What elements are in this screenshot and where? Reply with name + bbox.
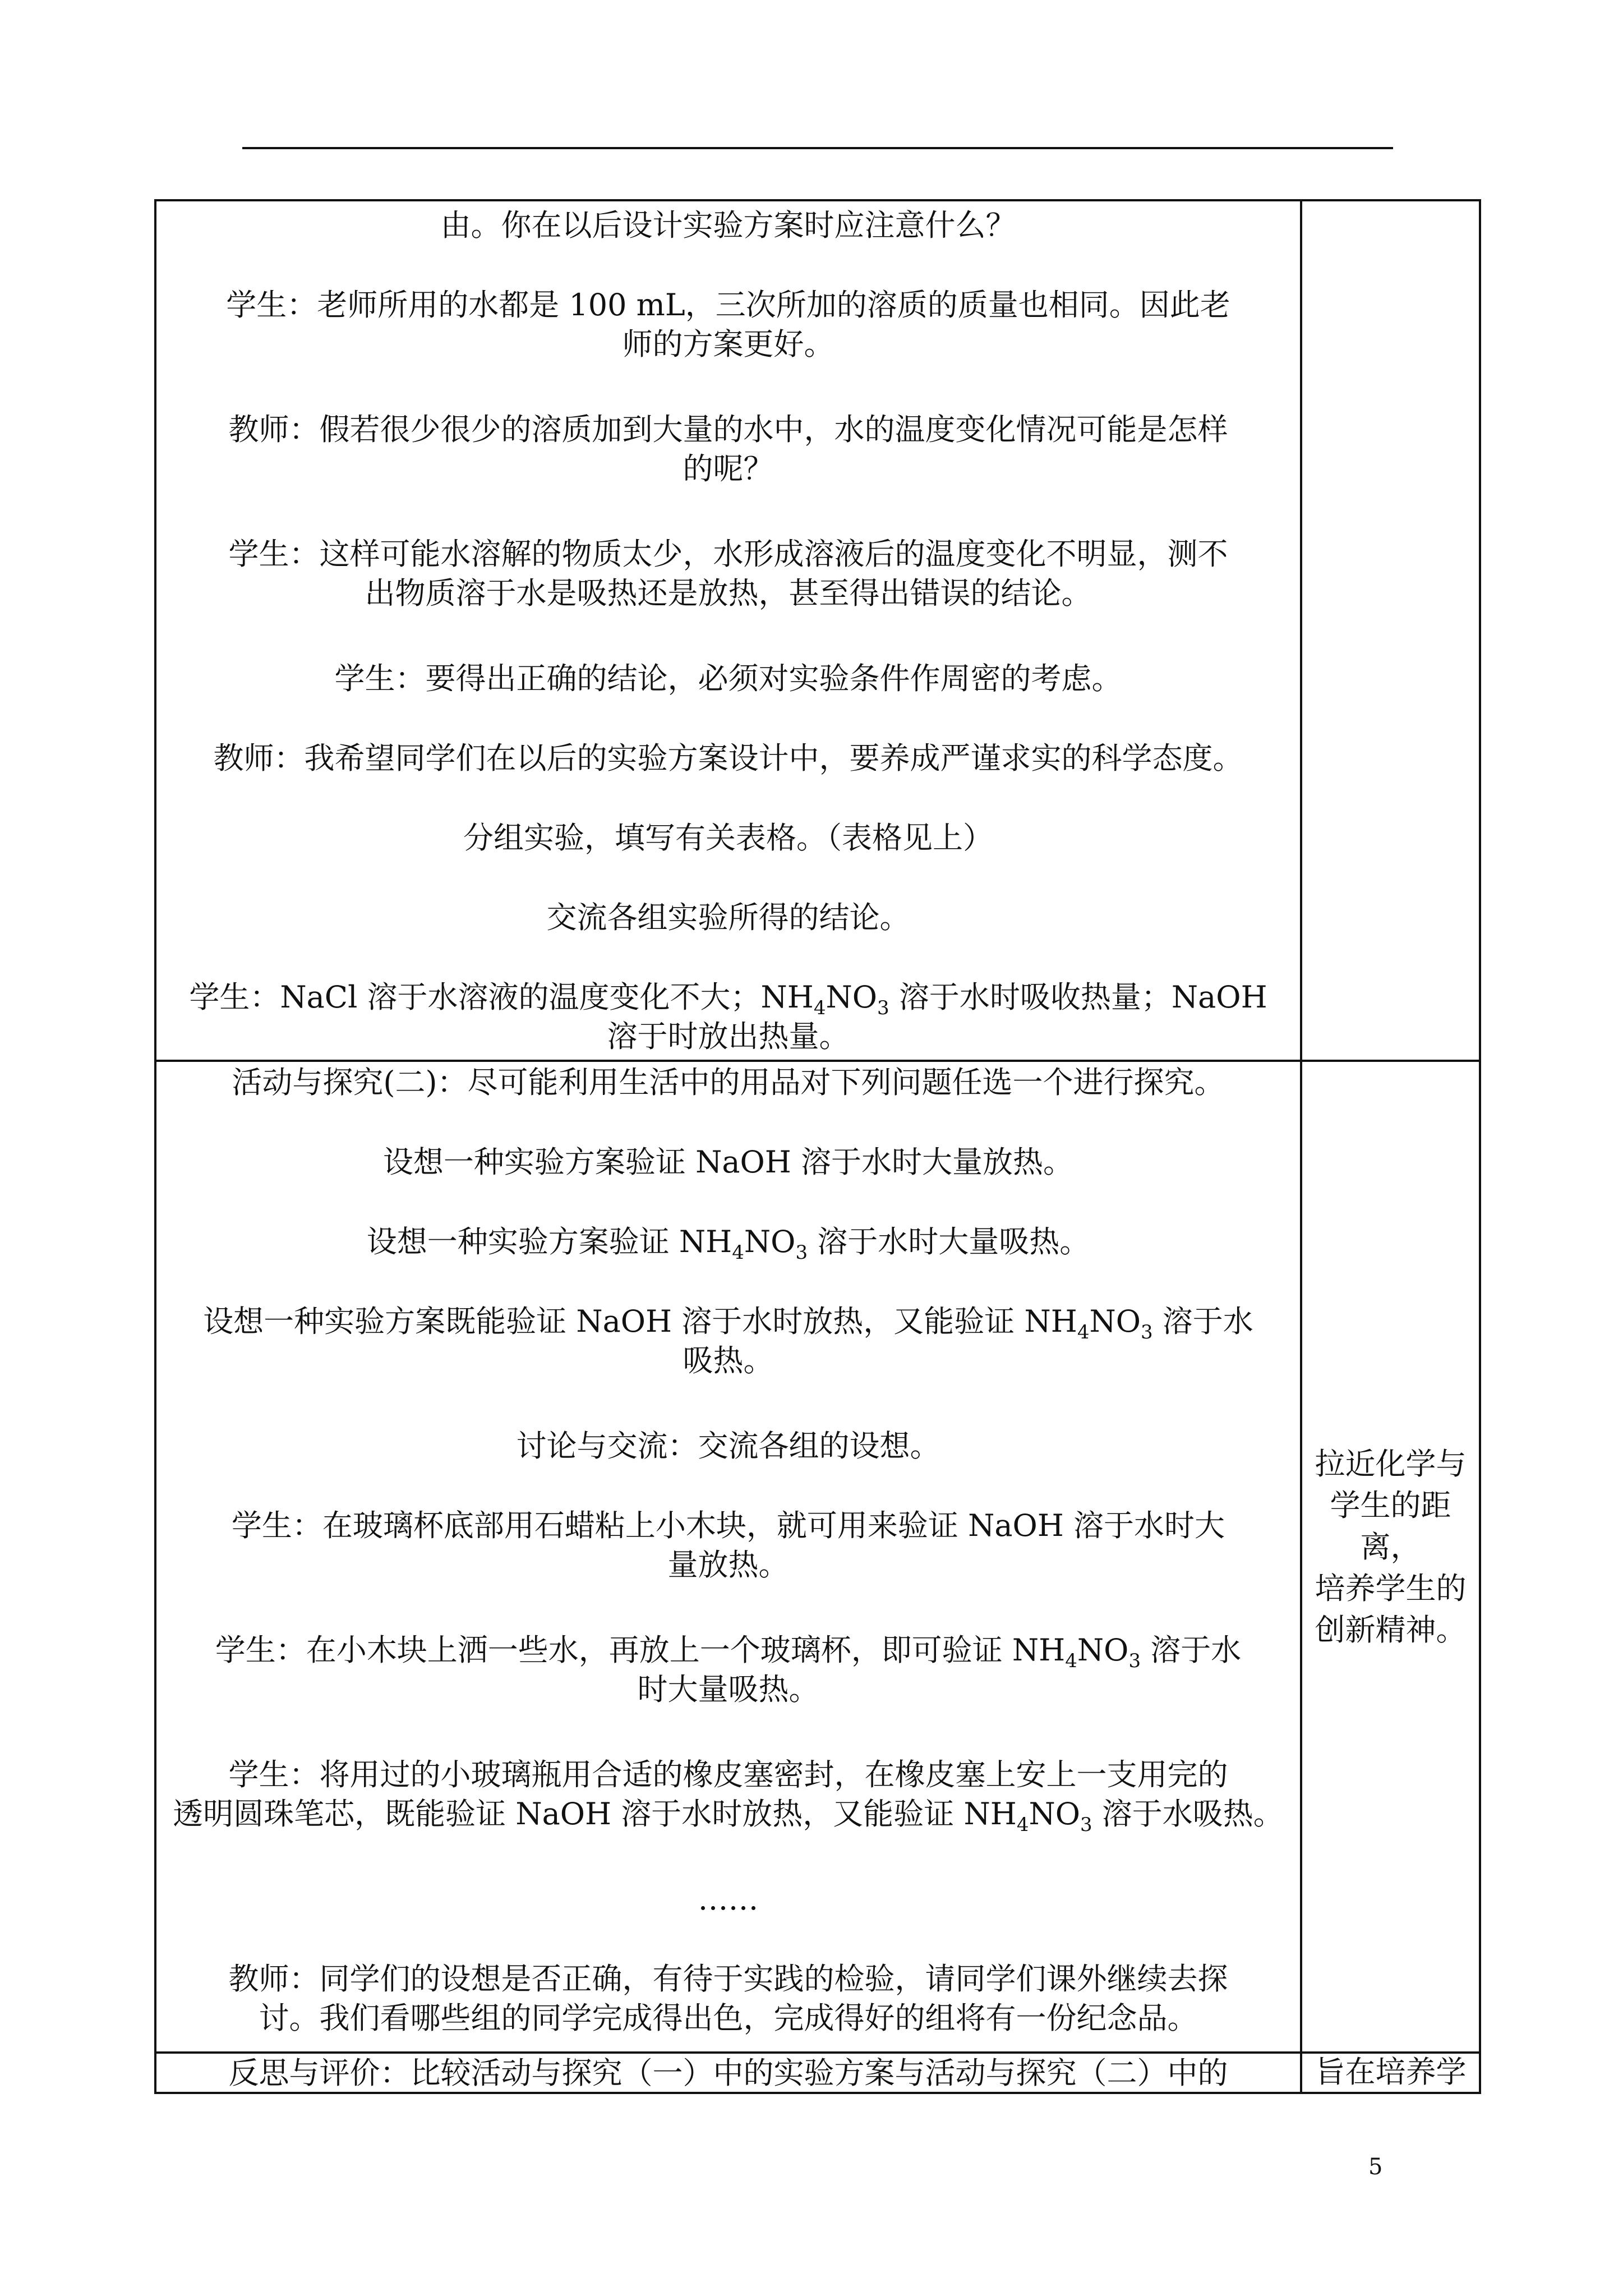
paragraph: 学生：NaCl 溶于水溶液的温度变化不大；$NH_4NO_3$ 溶于水时吸收热量；NaOH 溶于时放出热量。 [189, 979, 1267, 1054]
side-note: 旨在培养学 [1315, 2054, 1467, 2090]
paragraph: 讨论与交流：交流各组的设想。 [516, 1428, 940, 1464]
side-cell [1301, 1061, 1480, 2053]
paragraph: 教师：假若很少很少的溶质加到大量的水中，水的温度变化情况可能是怎样 的呢？ [228, 412, 1228, 486]
paragraph: 教师：我希望同学们在以后的实验方案设计中，要养成严谨求实的科学态度。 [213, 740, 1243, 776]
paragraph: 由。你在以后设计实验方案时应注意什么？ [440, 208, 1016, 243]
paragraph: 设想一种实验方案验证 NaOH 溶于水时大量放热。 [382, 1144, 1074, 1180]
paragraph: 活动与探究(二)：尽可能利用生活中的用品对下列问题任选一个进行探究。 [232, 1065, 1225, 1100]
main-cell [155, 1061, 1301, 2053]
paragraph: 教师：同学们的设想是否正确，有待于实践的检验，请同学们课外继续去探 讨。我们看哪些组的同学完成得出色，完成得好的组将有一份纪念品。 [228, 1961, 1228, 2036]
table-row [155, 2053, 1480, 2093]
paragraph: 反思与评价：比较活动与探究（一）中的实验方案与活动与探究（二）中的 [228, 2055, 1228, 2091]
side-cell [1301, 2053, 1480, 2093]
side-note: 拉近化学与 学生的距离， 培养学生的 创新精神。 [1315, 1446, 1467, 1648]
lesson-plan-table [154, 199, 1481, 2094]
main-cell [155, 2053, 1301, 2093]
main-cell [155, 200, 1301, 1061]
paragraph: 学生：这样可能水溶解的物质太少，水形成溶液后的温度变化不明显，测不 出物质溶于水是吸热还是放热，甚至得出错误的结论。 [228, 536, 1228, 611]
header-rule [242, 147, 1393, 149]
ellipsis: …… [698, 1881, 759, 1917]
paragraph: 学生：在小木块上洒一些水，再放上一个玻璃杯，即可验证 $NH_4NO_3$ 溶于水 时大量吸热。 [215, 1632, 1242, 1707]
table-row [155, 200, 1480, 1061]
paragraph: 设想一种实验方案验证 $NH_4NO_3$ 溶于水时大量吸热。 [366, 1224, 1090, 1264]
paragraph: 学生：要得出正确的结论，必须对实验条件作周密的考虑。 [334, 661, 1122, 696]
page-number: 5 [1368, 2154, 1383, 2180]
table-row [155, 1061, 1480, 2053]
side-cell [1301, 200, 1480, 1061]
paragraph: 学生：老师所用的水都是 100 mL，三次所加的溶质的质量也相同。因此老 师的方案更好。 [226, 287, 1230, 362]
paragraph: 交流各组实验所得的结论。 [546, 900, 910, 935]
paragraph: 设想一种实验方案既能验证 NaOH 溶于水时放热，又能验证 $NH_4NO_3$ 溶于水 吸热。 [203, 1304, 1253, 1378]
paragraph: 学生：在玻璃杯底部用石蜡粘上小木块，就可用来验证 NaOH 溶于水时大 量放热。 [231, 1508, 1225, 1582]
paragraph: 学生：将用过的小玻璃瓶用合适的橡皮塞密封，在橡皮塞上安上一支用完的 透明圆珠笔芯，既能验证 NaOH 溶于水时放热，又能验证 $NH_4NO_3$ 溶于水吸热。 [173, 1757, 1284, 1836]
paragraph: 分组实验，填写有关表格。（表格见上） [463, 820, 993, 855]
